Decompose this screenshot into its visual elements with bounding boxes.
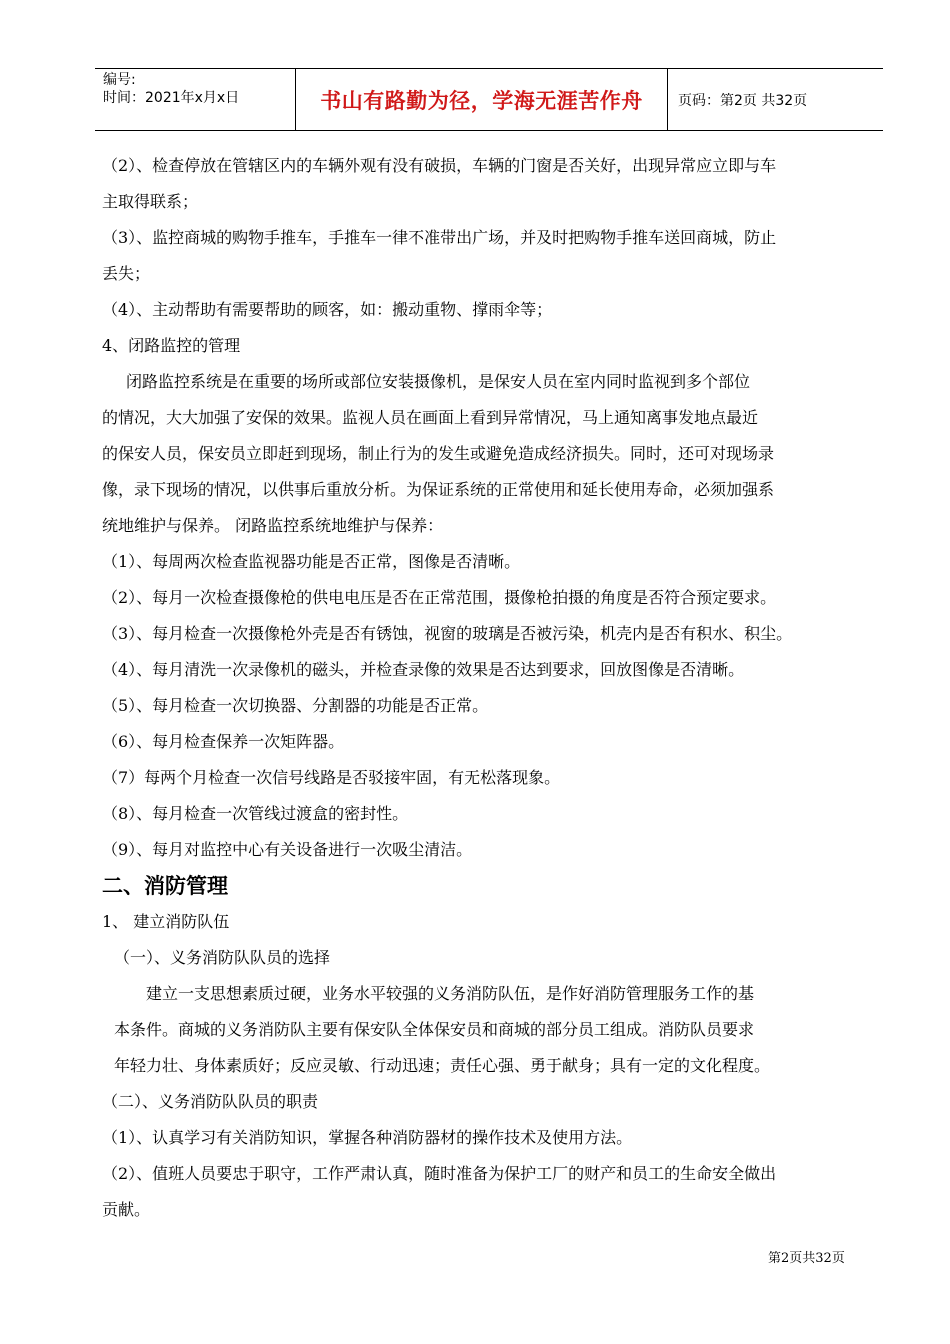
header-motto-cell (295, 69, 668, 130)
body-line: 的保安人员，保安员立即赶到现场，制止行为的发生或避免造成经济损失。同时，还可对现场录 (102, 444, 775, 463)
body-line: 像，录下现场的情况，以供事后重放分析。为保证系统的正常使用和延长使用寿命，必须加强系 (102, 480, 775, 499)
document-body (102, 148, 892, 1228)
list-item: （8）、每月检查一次管线过渡盒的密封性。 (102, 804, 409, 823)
list-item: （1）、每周两次检查监视器功能是否正常，图像是否清晰。 (102, 552, 521, 571)
list-item: （7）每两个月检查一次信号线路是否驳接牢固，有无松落现象。 (102, 768, 561, 787)
page-footer: 第2页共32页 (768, 1251, 845, 1266)
list-item: （4）、每月清洗一次录像机的磁头，并检查录像的效果是否达到要求，回放图像是否清晰。 (102, 660, 745, 679)
list-item: （1）、认真学习有关消防知识，掌握各种消防器材的操作技术及使用方法。 (102, 1128, 633, 1147)
section-subtitle: 4、闭路监控的管理 (102, 336, 241, 355)
section-subtitle: （二）、义务消防队队员的职责 (102, 1092, 319, 1111)
section-heading: 二、消防管理 (102, 874, 228, 898)
body-line: 建立一支思想素质过硬，业务水平较强的义务消防队伍，是作好消防管理服务工作的基 (146, 984, 755, 1003)
list-item: （9）、每月对监控中心有关设备进行一次吸尘清洁。 (102, 840, 473, 859)
header-motto: 书山有路勤为径，学海无涯苦作舟 (320, 88, 643, 113)
body-line: 年轻力壮、身体素质好；反应灵敏、行动迅速；责任心强、勇于献身；具有一定的文化程度。 (114, 1056, 771, 1075)
body-line: 丢失； (102, 264, 151, 283)
header-page-number: 页码：第2页 共32页 (678, 92, 808, 109)
document-number-label: 编号: (103, 72, 136, 88)
body-line: 本条件。商城的义务消防队主要有保安队全体保安员和商城的部分员工组成。消防队员要求 (114, 1020, 755, 1039)
body-line: 统地维护与保养。 闭路监控系统地维护与保养： (102, 516, 444, 535)
body-line: 贡献。 (102, 1200, 151, 1219)
section-subtitle: 1、 建立消防队伍 (102, 912, 230, 931)
body-line: （3）、监控商城的购物手推车，手推车一律不准带出广场，并及时把购物手推车送回商城，防止 (102, 228, 777, 247)
body-line: 闭路监控系统是在重要的场所或部位安装摄像机，是保安人员在室内同时监视到多个部位 (126, 372, 751, 391)
document-time-label: 时间：2021年x月x日 (103, 90, 240, 106)
body-line: 的情况，大大加强了安保的效果。监视人员在画面上看到异常情况，马上通知离事发地点最近 (102, 408, 759, 427)
body-line: 主取得联系； (102, 192, 199, 211)
body-line: （2）、检查停放在管辖区内的车辆外观有没有破损，车辆的门窗是否关好，出现异常应立即与车 (102, 156, 777, 175)
header-page-cell (668, 69, 883, 130)
list-item: （5）、每月检查一次切换器、分割器的功能是否正常。 (102, 696, 489, 715)
header-info (95, 69, 295, 130)
page-header (95, 68, 883, 131)
section-subtitle: （一）、义务消防队队员的选择 (114, 948, 331, 967)
list-item: （3）、每月检查一次摄像枪外壳是否有锈蚀，视窗的玻璃是否被污染，机壳内是否有积水、积尘。 (102, 624, 793, 643)
list-item: （6）、每月检查保养一次矩阵器。 (102, 732, 345, 751)
body-line: （4）、主动帮助有需要帮助的顾客，如：搬动重物、撑雨伞等； (102, 300, 553, 319)
list-item: （2）、每月一次检查摄像枪的供电电压是否在正常范围，摄像枪拍摄的角度是否符合预定要求。 (102, 588, 777, 607)
list-item: （2）、值班人员要忠于职守，工作严肃认真，随时准备为保护工厂的财产和员工的生命安全做出 (102, 1164, 777, 1183)
